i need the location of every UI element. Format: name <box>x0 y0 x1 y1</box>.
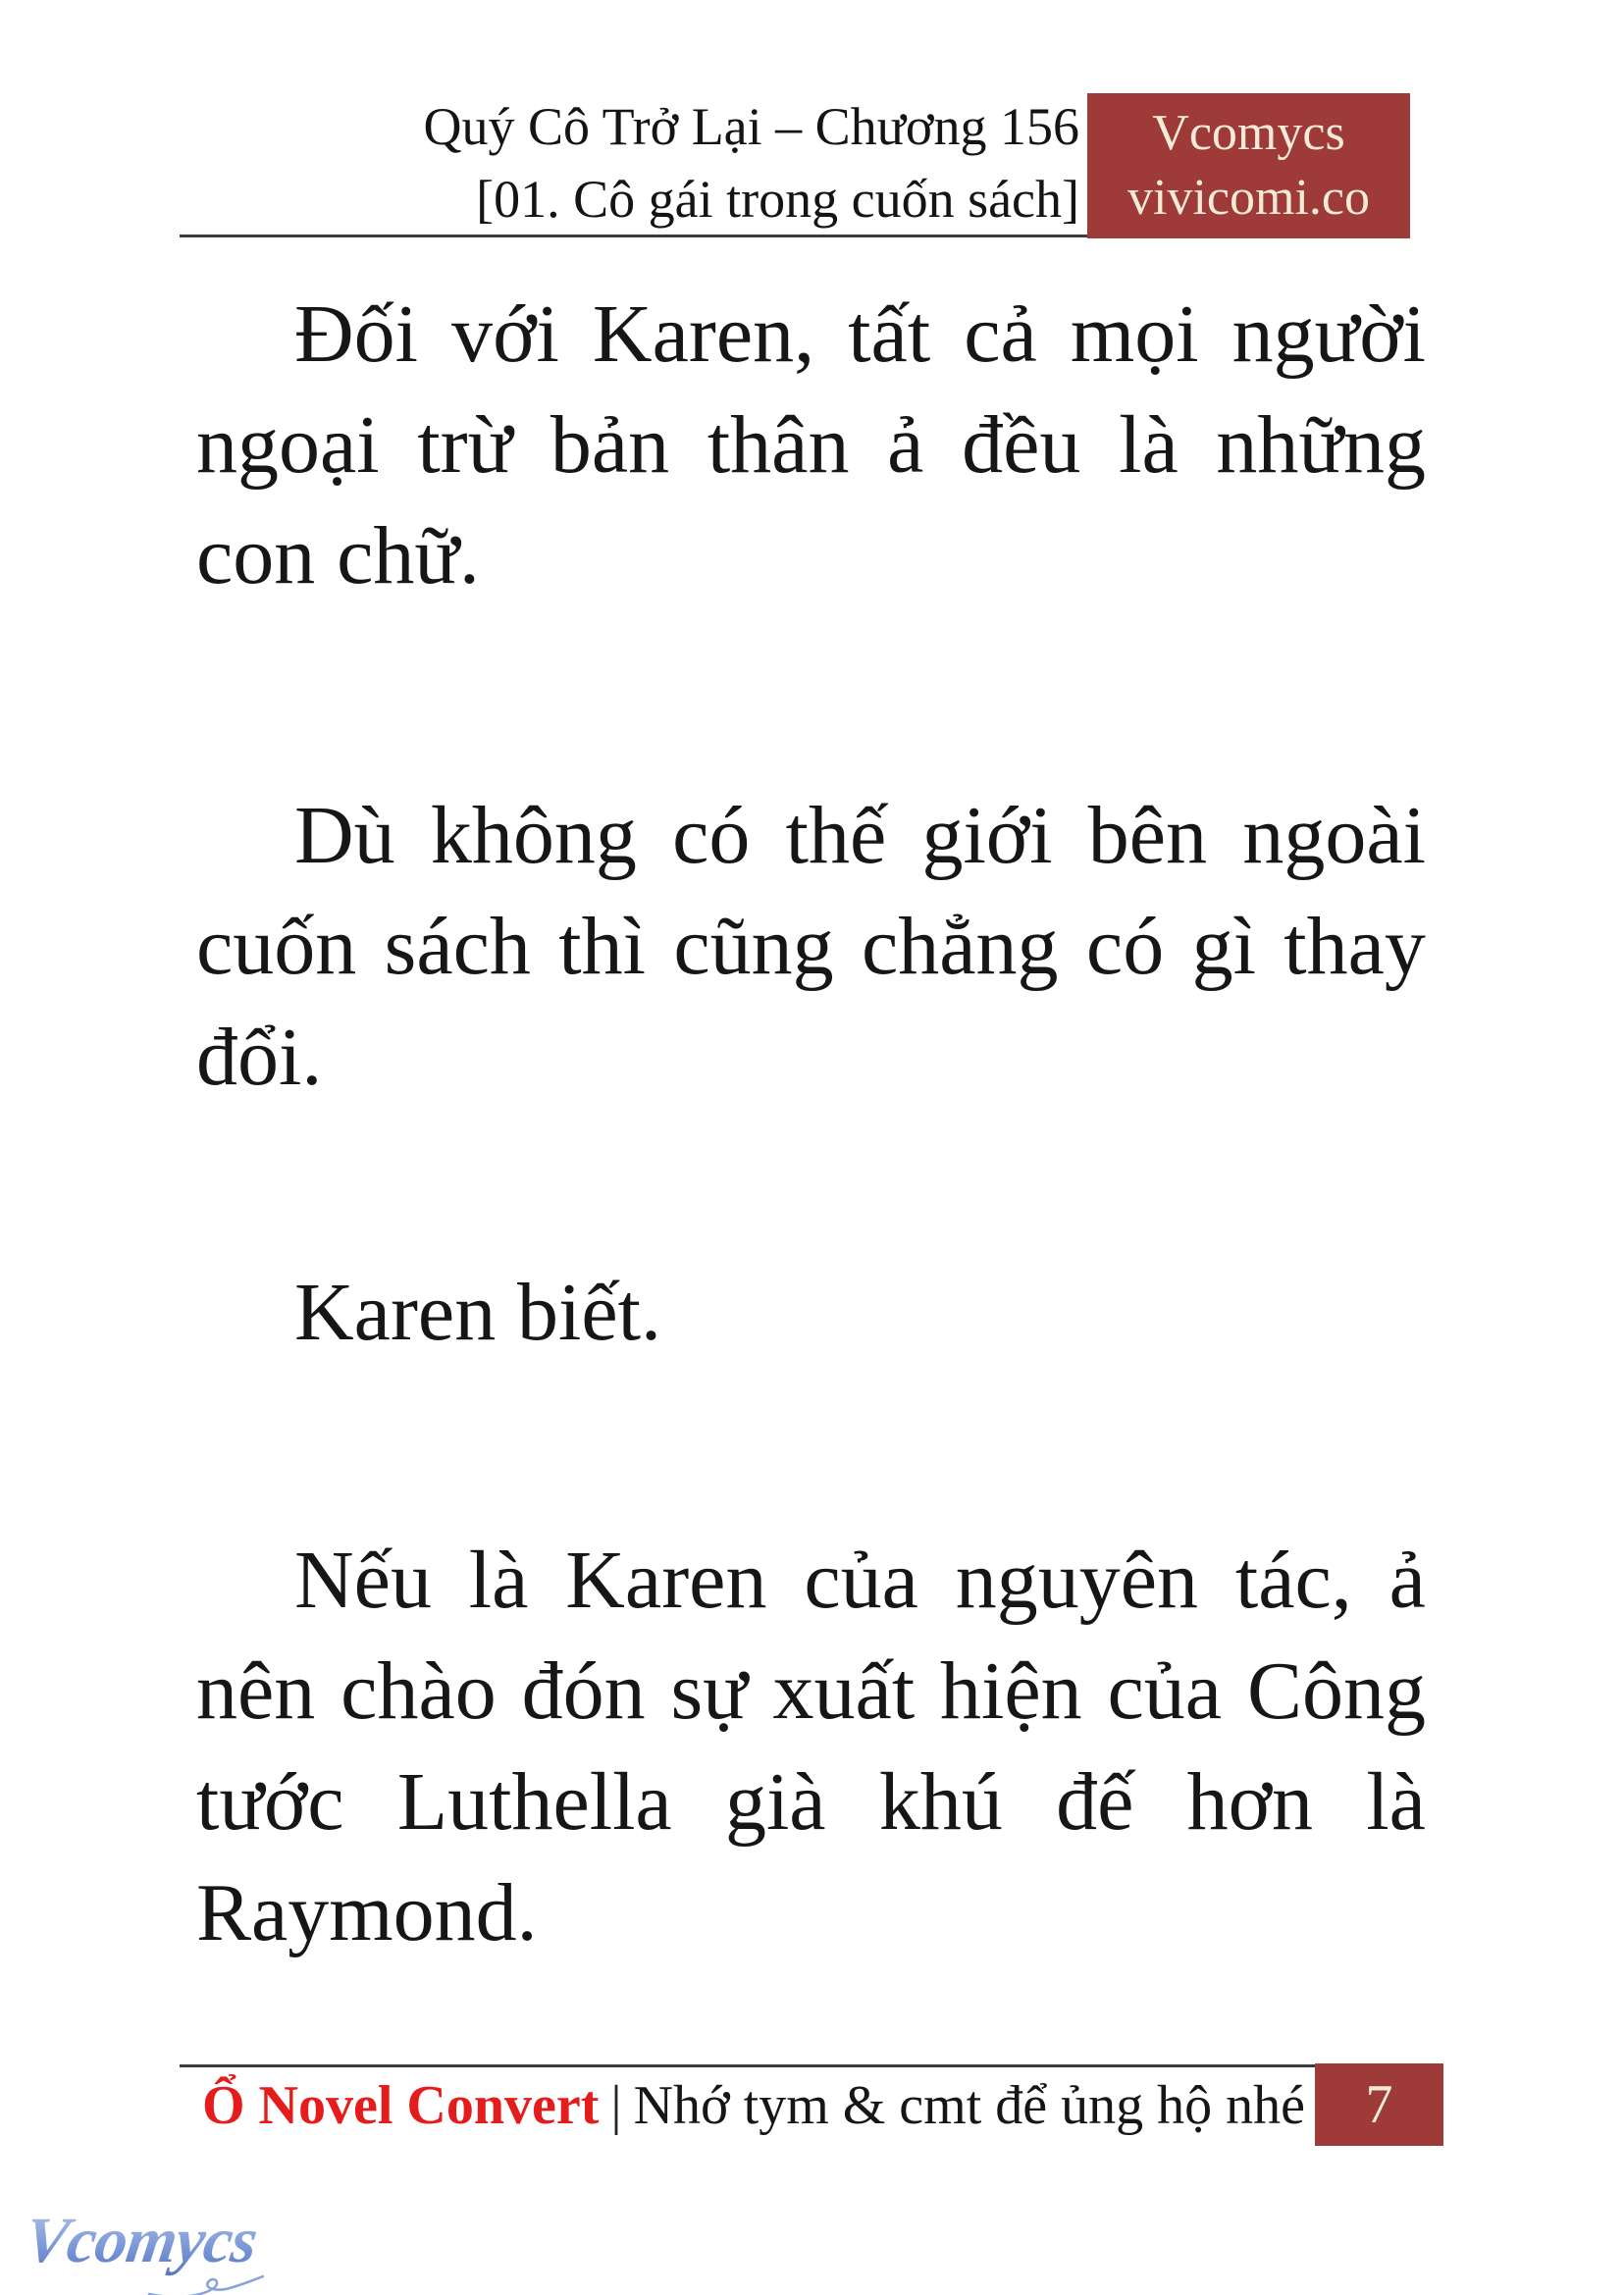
text-line: tước Luthella già khú đế hơn là <box>196 1756 1426 1848</box>
publisher-name: Vcomycs <box>1152 105 1345 161</box>
paragraph <box>196 1525 1426 1968</box>
text-line: Nếu là Karen của nguyên tác, ả <box>294 1535 1426 1626</box>
footer-separator: | <box>610 2075 622 2136</box>
chapter-subtitle: [01. Cô gái trong cuốn sách] <box>476 170 1079 229</box>
page-number-badge <box>1315 2063 1443 2146</box>
text-line: Karen biết. <box>294 1267 661 1358</box>
page-footer <box>180 2068 1305 2143</box>
paragraph <box>196 279 1426 611</box>
text-line: nên chào đón sự xuất hiện của Công <box>196 1645 1426 1737</box>
publisher-badge <box>1087 93 1410 238</box>
text-line: ngoại trừ bản thân ả đều là những <box>196 399 1426 491</box>
text-line: Raymond. <box>196 1867 538 1958</box>
chapter-title: Quý Cô Trở Lại – Chương 156 <box>423 97 1079 156</box>
footer-note: Nhớ tym & cmt để ủng hộ nhé <box>633 2075 1305 2136</box>
paragraph <box>196 1257 1426 1368</box>
watermark-flourish-icon <box>147 2274 265 2295</box>
text-line: Đối với Karen, tất cả mọi người <box>294 288 1426 380</box>
text-line: cuốn sách thì cũng chẳng có gì thay <box>196 901 1426 992</box>
text-line: đổi. <box>196 1012 323 1103</box>
footer-brand-label: Ổ Novel Convert <box>202 2075 600 2136</box>
text-line: con chữ. <box>196 510 480 601</box>
vcomycs-watermark-logo: Vcomycs <box>20 2205 262 2276</box>
paragraph <box>196 780 1426 1113</box>
text-line: Dù không có thế giới bên ngoài <box>294 790 1426 881</box>
page-header <box>180 90 1079 235</box>
body-text <box>196 279 1426 1968</box>
footer-rule <box>180 2064 1443 2067</box>
publisher-site: vivicomi.co <box>1127 170 1370 226</box>
page-number: 7 <box>1365 2074 1393 2135</box>
